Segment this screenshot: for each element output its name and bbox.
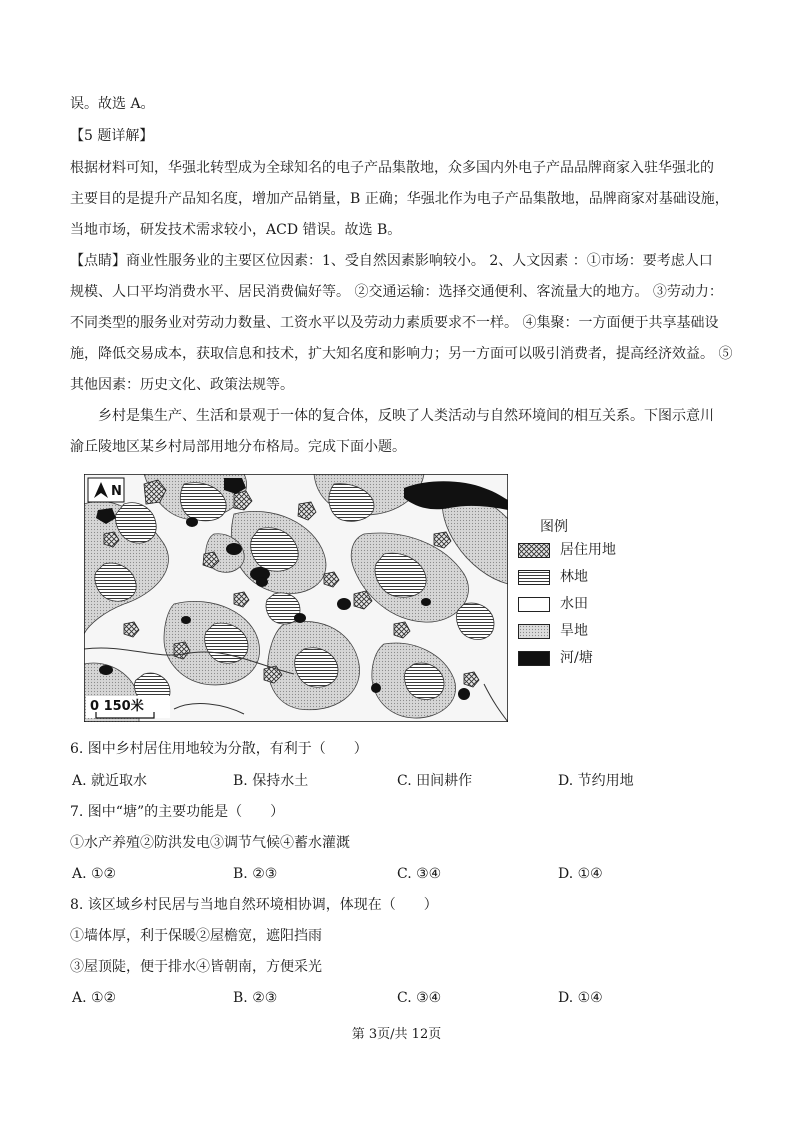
legend-item-dryland (518, 622, 638, 640)
legend-label: 河/塘 (560, 650, 593, 666)
question-8-statements-2: ③屋顶陡，便于排水④皆朝南，方便采光 (70, 959, 322, 975)
question-8-option-a: A. ①② (72, 990, 117, 1006)
text-line-4: 主要目的是提升产品知名度，增加产品销量，B 正确；华强北作为电子产品集散地，品牌商家对基础设施， (70, 191, 729, 207)
text-line-8: 不同类型的服务业对劳动力数量、工资水平以及劳动力素质要求不一样。 ④集聚：一方面便于共享基础设 (70, 315, 719, 331)
material-line-2: 渝丘陵地区某乡村局部用地分布格局。完成下面小题。 (70, 439, 406, 455)
question-7-statements: ①水产养殖②防洪发电③调节气候④蓄水灌溉 (70, 835, 350, 851)
text-line-6: 【点睛】商业性服务业的主要区位因素：1、受自然因素影响较小。 2、人文因素 ：①市场：要考虑人口 (70, 253, 713, 269)
text-line-3: 根据材料可知，华强北转型成为全球知名的电子产品集散地，众多国内外电子产品品牌商家入驻华强北的 (70, 160, 714, 176)
paddy-swatch (518, 597, 550, 612)
question-8-option-b: B. ②③ (233, 990, 278, 1006)
dryland-swatch (518, 624, 550, 639)
question-6-stem: 6. 图中乡村居住用地较为分散，有利于（ ） (70, 741, 368, 757)
text-line-1: 误。故选 A。 (70, 96, 155, 112)
legend-item-pond (518, 649, 638, 667)
question-7-stem: 7. 图中“塘”的主要功能是（ ） (70, 804, 285, 820)
question-7-option-d: D. ①④ (558, 866, 603, 882)
question-6-option-b: B. 保持水土 (233, 773, 309, 789)
page-footer: 第 3页/共 12页 (351, 1027, 442, 1042)
residential-swatch (518, 543, 550, 558)
map-legend (518, 516, 638, 676)
legend-label: 旱地 (560, 623, 588, 639)
text-line-10: 其他因素：历史文化、政策法规等。 (70, 377, 294, 393)
text-line-9: 施，降低交易成本，获取信息和技术，扩大知名度和影响力；另一方面可以吸引消费者，提高经济效益。 ⑤ (70, 346, 733, 362)
land-use-map-svg (84, 474, 508, 722)
scale-label: 0 150米 (90, 699, 144, 714)
question-6-option-d: D. 节约用地 (558, 773, 634, 789)
question-7-option-b: B. ②③ (233, 866, 278, 882)
north-label: N (111, 484, 122, 499)
text-line-7: 规模、人口平均消费水平、居民消费偏好等。 ②交通运输：选择交通便利、客流量大的地方。 ③劳动力： (70, 284, 723, 300)
legend-label: 林地 (560, 569, 588, 585)
question-6-option-a: A. 就近取水 (72, 773, 148, 789)
question-7-option-a: A. ①② (72, 866, 117, 882)
legend-item-paddy (518, 595, 638, 613)
legend-label: 居住用地 (560, 542, 616, 558)
material-line-1: 乡村是集生产、生活和景观于一体的复合体，反映了人类活动与自然环境间的相互关系。下图示意川 (98, 408, 714, 424)
question-8-option-c: C. ③④ (397, 990, 442, 1006)
text-line-5: 当地市场，研发技术需求较小，ACD 错误。故选 B。 (70, 222, 402, 238)
legend-item-residential (518, 541, 638, 559)
question-8-option-d: D. ①④ (558, 990, 603, 1006)
section-heading-q5: 【5 题详解】 (70, 128, 154, 144)
legend-label: 水田 (560, 596, 588, 612)
legend-item-forest (518, 568, 638, 586)
question-8-statements-1: ①墙体厚，利于保暖②屋檐宽，遮阳挡雨 (70, 928, 322, 944)
question-8-stem: 8. 该区域乡村民居与当地自然环境相协调，体现在（ ） (70, 897, 438, 913)
legend-title: 图例 (540, 519, 568, 535)
question-7-option-c: C. ③④ (397, 866, 442, 882)
pond-swatch (518, 651, 550, 666)
land-use-map (84, 474, 508, 722)
forest-swatch (518, 570, 550, 585)
question-6-option-c: C. 田间耕作 (397, 773, 473, 789)
